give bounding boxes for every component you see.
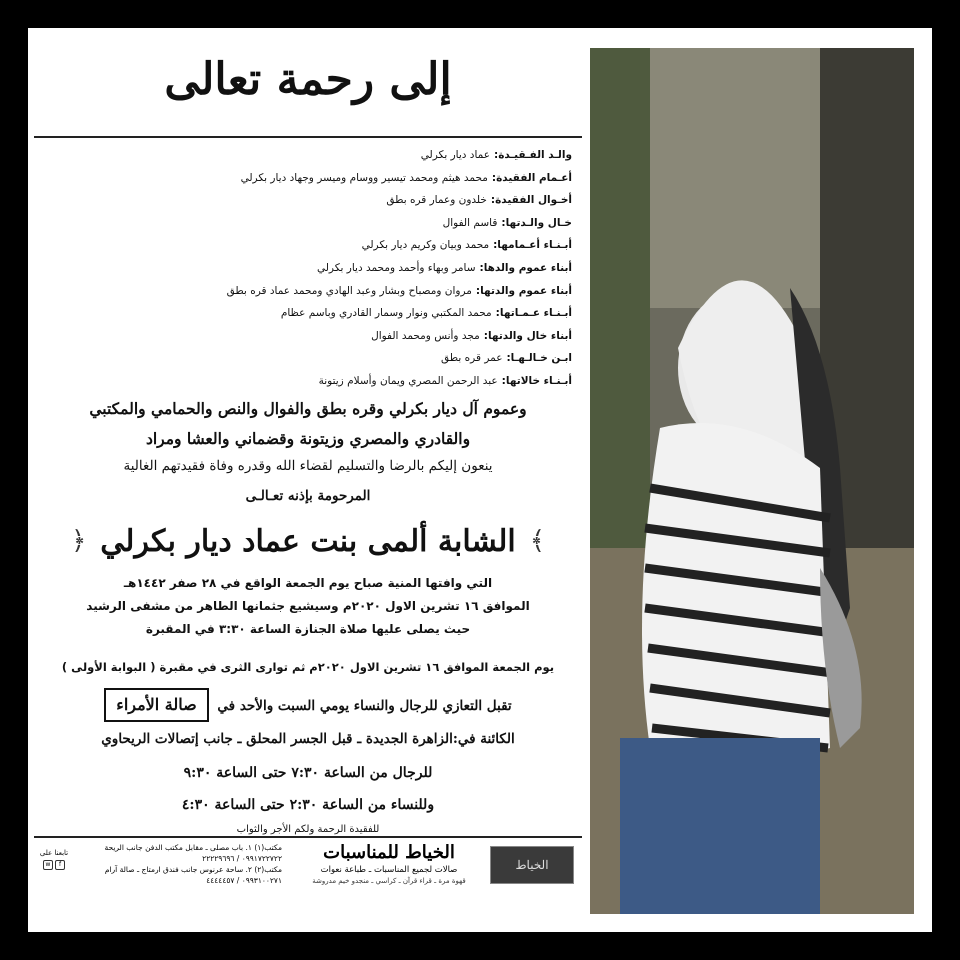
families-line: والقادري والمصري وزيتونة وقضماني والعشا ومراد [145, 429, 471, 448]
title-divider [34, 136, 582, 138]
details-line: حيث يصلى عليها صلاة الجنازة الساعة ٣:٣٠ في المقبرة [145, 622, 471, 636]
contact-line: ٠٩٩١٧٢٢٧٢٢ / ٢٢٢٢٩٦٩٦ [202, 854, 282, 863]
death-details [34, 572, 582, 641]
kin-names: عماد ديار بكرلي [420, 149, 491, 161]
kin-row [34, 144, 572, 167]
kin-role: أبـنـاء عـمـاتها: [495, 307, 572, 320]
kin-names: خلدون وعمار قره بطق [386, 194, 487, 207]
deceased-photo [590, 48, 914, 914]
whatsapp-icon: w [43, 860, 53, 870]
brand-block [294, 842, 484, 886]
kin-role: والـد الفـقيـدة: [494, 149, 572, 161]
burial-line [34, 656, 582, 678]
hall-address: الكائنة في:الزاهرة الجديدة ـ قبل الجسر المحلق ـ جانب إتصالات الريحاوي [101, 731, 515, 747]
kin-role: أبـنـاء أعـمامها: [493, 239, 572, 252]
obituary-title: إلى رحمة تعالى [164, 54, 452, 105]
burial-place: ( البوابة الأولى ) [61, 660, 156, 674]
kin-role: أبناء عموم والدتها: [475, 284, 572, 297]
social-block [38, 848, 70, 871]
burial-text: يوم الجمعة الموافق ١٦ تشرين الاول ٢٠٢٠م ثم توارى الثرى في مقبرة [159, 660, 555, 674]
kin-row [34, 234, 572, 257]
footer-ad [34, 836, 582, 890]
kin-row [34, 212, 572, 235]
kin-row [34, 189, 572, 212]
hours-women: وللنساء من الساعة ٢:٣٠ حتى الساعة ٤:٣٠ [181, 797, 435, 813]
kin-names: محمد هيثم ومحمد تيسير ووسام وميسر وجهاد ديار بكرلي [240, 171, 488, 184]
kin-role: أبناء عموم والدها: [479, 261, 572, 274]
deceased-name-box [64, 518, 552, 564]
kin-names: عمر قره بطق [441, 352, 503, 365]
contact-line: ٠٩٩٣١٠٠٢٧١ / ٤٤٤٤٤٥٧ [206, 876, 282, 885]
kin-row [34, 325, 572, 348]
kin-names: سامر وبهاء وأحمد ومحمد ديار بكرلي [316, 261, 476, 274]
kin-names: مجد وأنس ومحمد الفوال [371, 329, 480, 342]
obituary-text-column [34, 44, 582, 882]
honorific-line: المرحومة بإذنه تعـالـى [245, 488, 371, 504]
kin-role: أعـمام الفقيدة: [491, 171, 572, 184]
social-label: تابعنا على [39, 849, 69, 857]
families-line: وعموم آل ديار بكرلي وقره بطق والفوال والنص والحمامي والمكتبي [89, 399, 527, 418]
deceased-name: الشابة ألمى بنت عماد ديار بكرلي [100, 523, 516, 559]
kin-role: أبـنـاء خالاتها: [501, 374, 572, 387]
kin-row [34, 370, 572, 393]
kin-names: محمد المكتبي ونوار وسمار القادري وباسم عظام [280, 307, 492, 320]
kin-names: قاسم الفوال [442, 216, 498, 229]
hours-men: للرجال من الساعة ٧:٣٠ حتى الساعة ٩:٣٠ [183, 765, 433, 781]
details-line: التي وافتها المنية صباح يوم الجمعة الواقع في ٢٨ صفر ١٤٤٢هـ [123, 576, 493, 590]
families-block [34, 394, 582, 454]
kin-row [34, 167, 572, 190]
kin-role: أخـوال الفقيدة: [490, 194, 572, 207]
brand-services: قهوة مرة ـ قراء قرآن ـ كراسي ـ منجدو خيم مدروشة [312, 877, 466, 885]
brand-logo: الخياط [490, 846, 574, 884]
kin-row [34, 347, 572, 370]
kin-names: محمد وبيان وكريم ديار بكرلي [361, 239, 490, 252]
hall-name-box: صالة الأمراء [104, 688, 208, 722]
contact-block [72, 842, 282, 886]
facebook-icon: f [55, 860, 65, 870]
details-line: الموافق ١٦ تشرين الاول ٢٠٢٠م وسيشيع جثمانها الطاهر من مشفى الرشيد [86, 599, 530, 613]
kin-role: أبناء خال والدتها: [483, 329, 572, 342]
kin-row [34, 257, 572, 280]
contact-line: مكتب(١) ١. باب مصلى ـ مقابل مكتب الدفن جانب الريحة [104, 843, 282, 852]
kin-row [34, 302, 572, 325]
kin-names: عبد الرحمن المصري ويمان وأسلام زيتونة [318, 374, 498, 387]
kin-role: خـال والـدتها: [501, 216, 572, 229]
kin-names: مروان ومصباح وبشار وعبد الهادي ومحمد عماد قره بطق [226, 284, 472, 297]
closing-line: للفقيدة الرحمة ولكم الأجر والثواب [236, 824, 380, 835]
brand-subtitle: صالات لجميع المناسبات ـ طباعة نعوات [320, 865, 458, 875]
contact-line: مكتب(٢) ٢. ساحة عرنوس جانب فندق ارمتاج ـ صالة آرام [104, 865, 282, 874]
announcement-line: ينعون إليكم بالرضا والتسليم لقضاء الله وقدره وفاة فقيدتهم الغالية [123, 458, 493, 474]
kin-role: ابـن خـالـهـا: [506, 352, 572, 365]
portrait-illustration [590, 48, 914, 914]
ornament-left-icon: ﴿ [71, 526, 87, 556]
condolence-line [34, 688, 582, 722]
kin-row [34, 280, 572, 303]
ornament-right-icon: ﴾ [529, 526, 545, 556]
brand-name: الخياط للمناسبات [323, 842, 455, 863]
condolence-text: تقبل التعازي للرجال والنساء يومي السبت والأحد في [217, 698, 512, 714]
kin-list [34, 144, 572, 393]
